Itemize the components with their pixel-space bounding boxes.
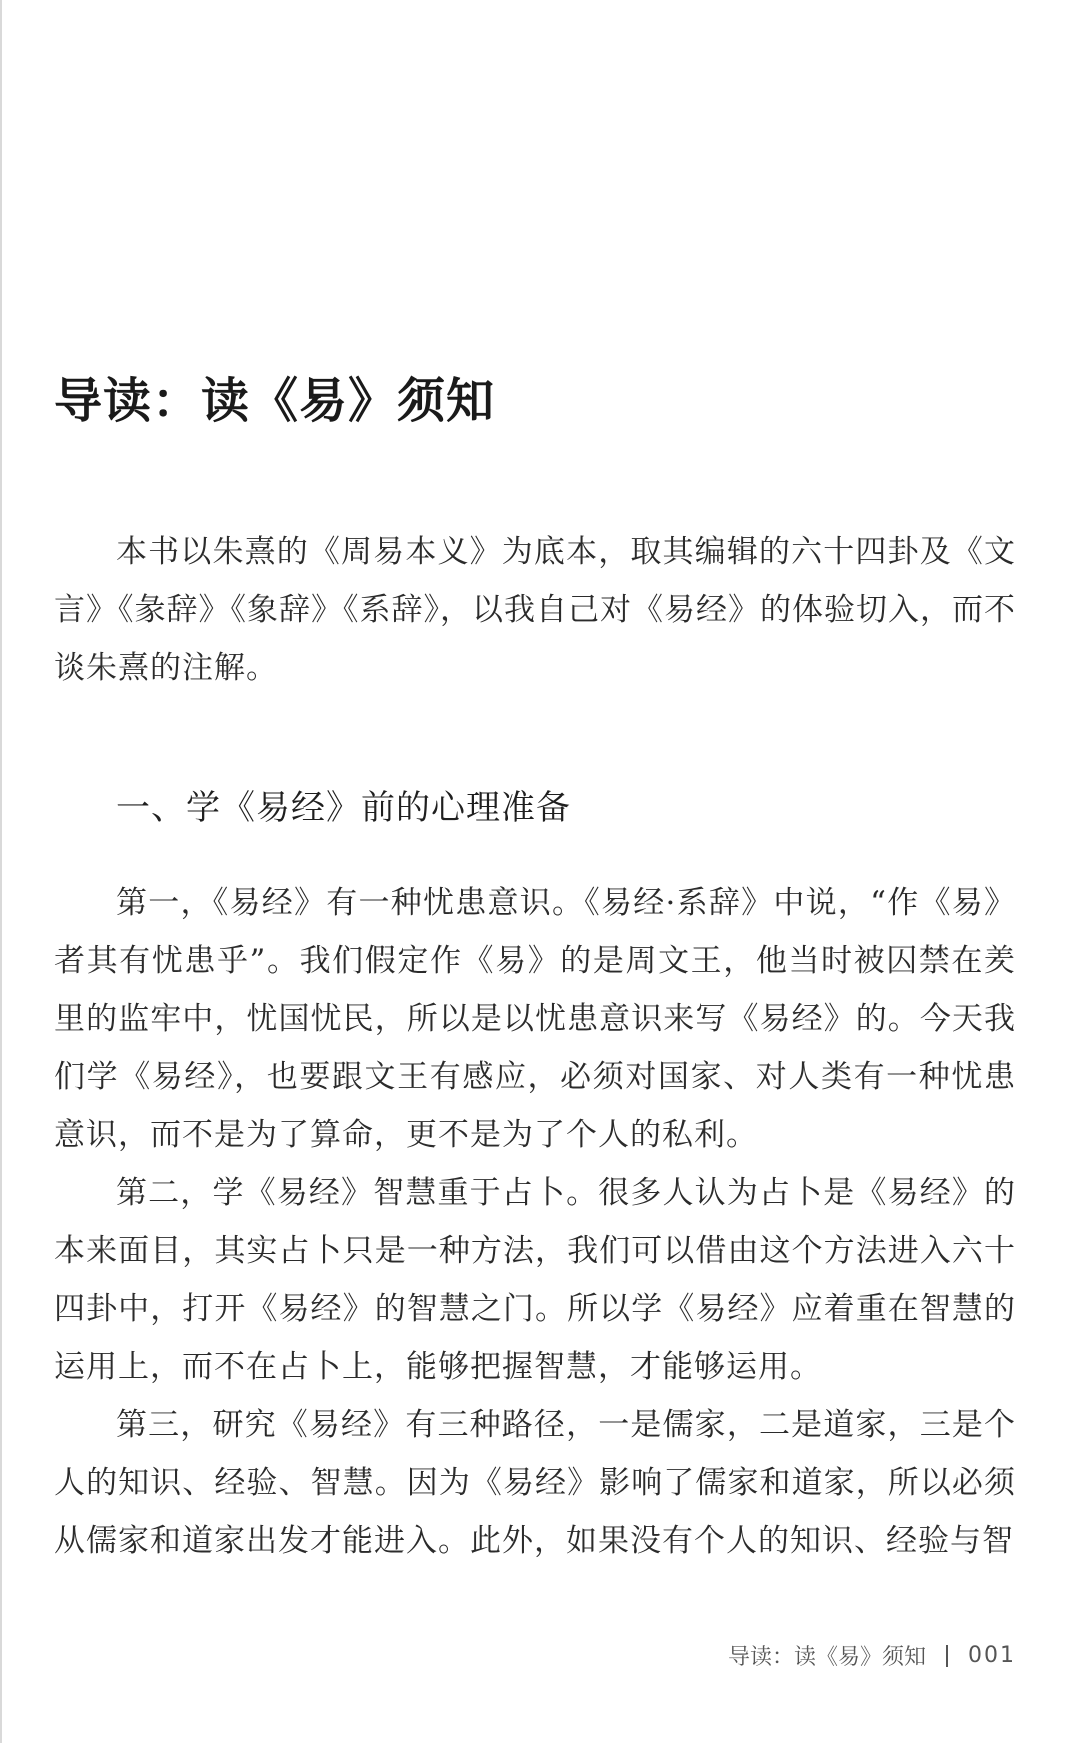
paragraph-2: 第二，学《易经》智慧重于占卜。很多人认为占卜是《易经》的本来面目，其实占卜只是一种方法，我们可以借由这个方法进入六十四卦中，打开《易经》的智慧之门。所以学《易经》应着重在智慧的运用上，而不在占卜上，能够把握智慧，才能够运用。 (54, 1175, 1016, 1385)
intro-paragraph: 本书以朱熹的《周易本义》为底本，取其编辑的六十四卦及《文言》《彖辞》《象辞》《系辞》，以我自己对《易经》的体验切入，而不谈朱熹的注解。 (54, 534, 1016, 686)
footer-divider (946, 1645, 948, 1667)
body-section (54, 874, 1016, 1570)
intro-section (54, 523, 1016, 697)
page-number: 001 (968, 1643, 1016, 1668)
paragraph-1: 第一，《易经》有一种忧患意识。《易经·系辞》中说，“作《易》者其有忧患乎”。我们假定作《易》的是周文王，他当时被囚禁在羑里的监牢中，忧国忧民，所以是以忧患意识来写《易经》的。今天我们学《易经》，也要跟文王有感应，必须对国家、对人类有一种忧患意识，而不是为了算命，更不是为了个人的私利。 (54, 885, 1016, 1153)
section-heading: 一、学《易经》前的心理准备 (116, 788, 571, 828)
page-footer (728, 1640, 1016, 1671)
page-title: 导读：读《易》须知 (54, 373, 496, 430)
paragraph-3: 第三，研究《易经》有三种路径，一是儒家，二是道家，三是个人的知识、经验、智慧。因为《易经》影响了儒家和道家，所以必须从儒家和道家出发才能进入。此外，如果没有个人的知识、经验与智 (54, 1407, 1016, 1559)
running-title: 导读：读《易》须知 (727, 1645, 926, 1670)
